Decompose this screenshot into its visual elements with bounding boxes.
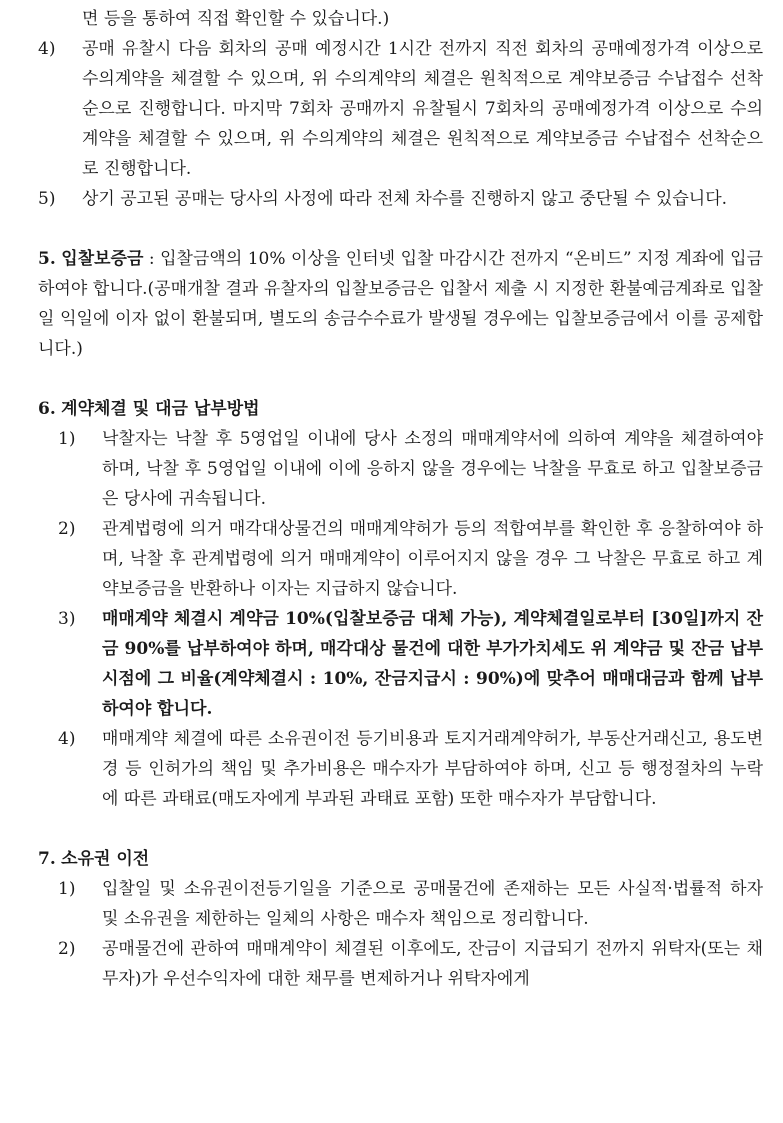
section-6 [38,394,763,814]
section-heading [38,394,763,424]
item-text: 매매계약 체결에 따른 소유권이전 등기비용과 토지거래계약허가, 부동산거래신고, 용도변경 등 인허가의 책임 및 추가비용은 매수자가 부담하여야 하며, 신고 등 행정절차의 누락에 따른 과태료(매도자에게 부과된 과태료 포함) 또한 매수자가 부담합니다. [102,729,763,809]
continuation-text: 면 등을 통하여 직접 확인할 수 있습니다.) [82,9,390,29]
item-number: 4) [58,729,76,749]
item-text: 입찰일 및 소유권이전등기일을 기준으로 공매물건에 존재하는 모든 사실적·법률적 하자 및 소유권을 제한하는 일체의 사항은 매수자 책임으로 정리합니다. [102,879,763,929]
item-text: 공매물건에 관하여 매매계약이 체결된 이후에도, 잔금이 지급되기 전까지 위탁자(또는 채무자)가 우선수익자에 대한 채무를 변제하거나 위탁자에게 [102,939,763,989]
item-text: 공매 유찰시 다음 회차의 공매 예정시간 1시간 전까지 직전 회차의 공매예정가격 이상으로 수의계약을 체결할 수 있으며, 위 수의계약의 체결은 원칙적으로 계약보증금 수납접수 선착순으로 진행합니다. 마지막 7회차 공매까지 유찰될시 7회차의 공매예정가격 이상으로 수의계약을 체결할 수 있으며, 위 수의계약의 체결은 원칙적으로 계약보증금 수납접수 선착순으로 진행합니다. [82,39,763,179]
item-number: 1) [58,429,76,449]
section-number: 7. [38,849,56,869]
item-number: 5) [38,189,56,209]
item-number: 4) [38,39,56,59]
section-title: 소유권 이전 [61,849,150,869]
section-heading [38,844,763,874]
list-item [58,724,763,814]
section-text: : 입찰금액의 10% 이상을 인터넷 입찰 마감시간 전까지 “온비드” 지정 계좌에 입금하여야 합니다.(공매개찰 결과 유찰자의 입찰보증금은 입찰서 제출 시 지정한 환불예금계좌로 입찰일 익일에 이자 없이 환불되며, 별도의 송금수수료가 발생될 경우에는 입찰보증금에서 이를 공제합니다.) [38,249,764,359]
item-number: 2) [58,939,76,959]
section-5 [38,244,763,364]
item-number: 1) [58,879,76,899]
list-item [58,514,763,604]
list-item-emphasized [58,604,763,724]
section-7 [38,844,763,994]
item-text: 낙찰자는 낙찰 후 5영업일 이내에 당사 소정의 매매계약서에 의하여 계약을 체결하여야 하며, 낙찰 후 5영업일 이내에 이에 응하지 않을 경우에는 낙찰을 무효로 하고 입찰보증금은 당사에 귀속됩니다. [102,429,763,509]
item-number: 2) [58,519,76,539]
item-text: 매매계약 체결시 계약금 10%(입찰보증금 대체 가능), 계약체결일로부터 [30일]까지 잔금 90%를 납부하여야 하며, 매각대상 물건에 대한 부가가치세도 위 계약금 및 잔금 납부시점에 그 비율(계약체결시 : 10%, 잔금지급시 : 90%)에 맞추어 매매대금과 함께 납부하여야 합니다. [102,609,763,719]
section-number: 5. [38,249,56,269]
item-text: 관계법령에 의거 매각대상물건의 매매계약허가 등의 적합여부를 확인한 후 응찰하여야 하며, 낙찰 후 관계법령에 의거 매매계약이 이루어지지 않을 경우 그 낙찰은 무효로 하고 계약보증금을 반환하나 이자는 지급하지 않습니다. [102,519,763,599]
list-item [58,874,763,934]
list-item [38,34,763,184]
section-5-paragraph [38,244,763,364]
list-item [38,184,763,214]
section-title: 계약체결 및 대금 납부방법 [61,399,260,419]
list-item [58,934,763,994]
item-text: 상기 공고된 공매는 당사의 사정에 따라 전체 차수를 진행하지 않고 중단될 수 있습니다. [82,189,728,209]
section-title: 입찰보증금 [61,249,144,269]
section-number: 6. [38,399,56,419]
item-number: 3) [58,609,76,629]
list-item [58,424,763,514]
